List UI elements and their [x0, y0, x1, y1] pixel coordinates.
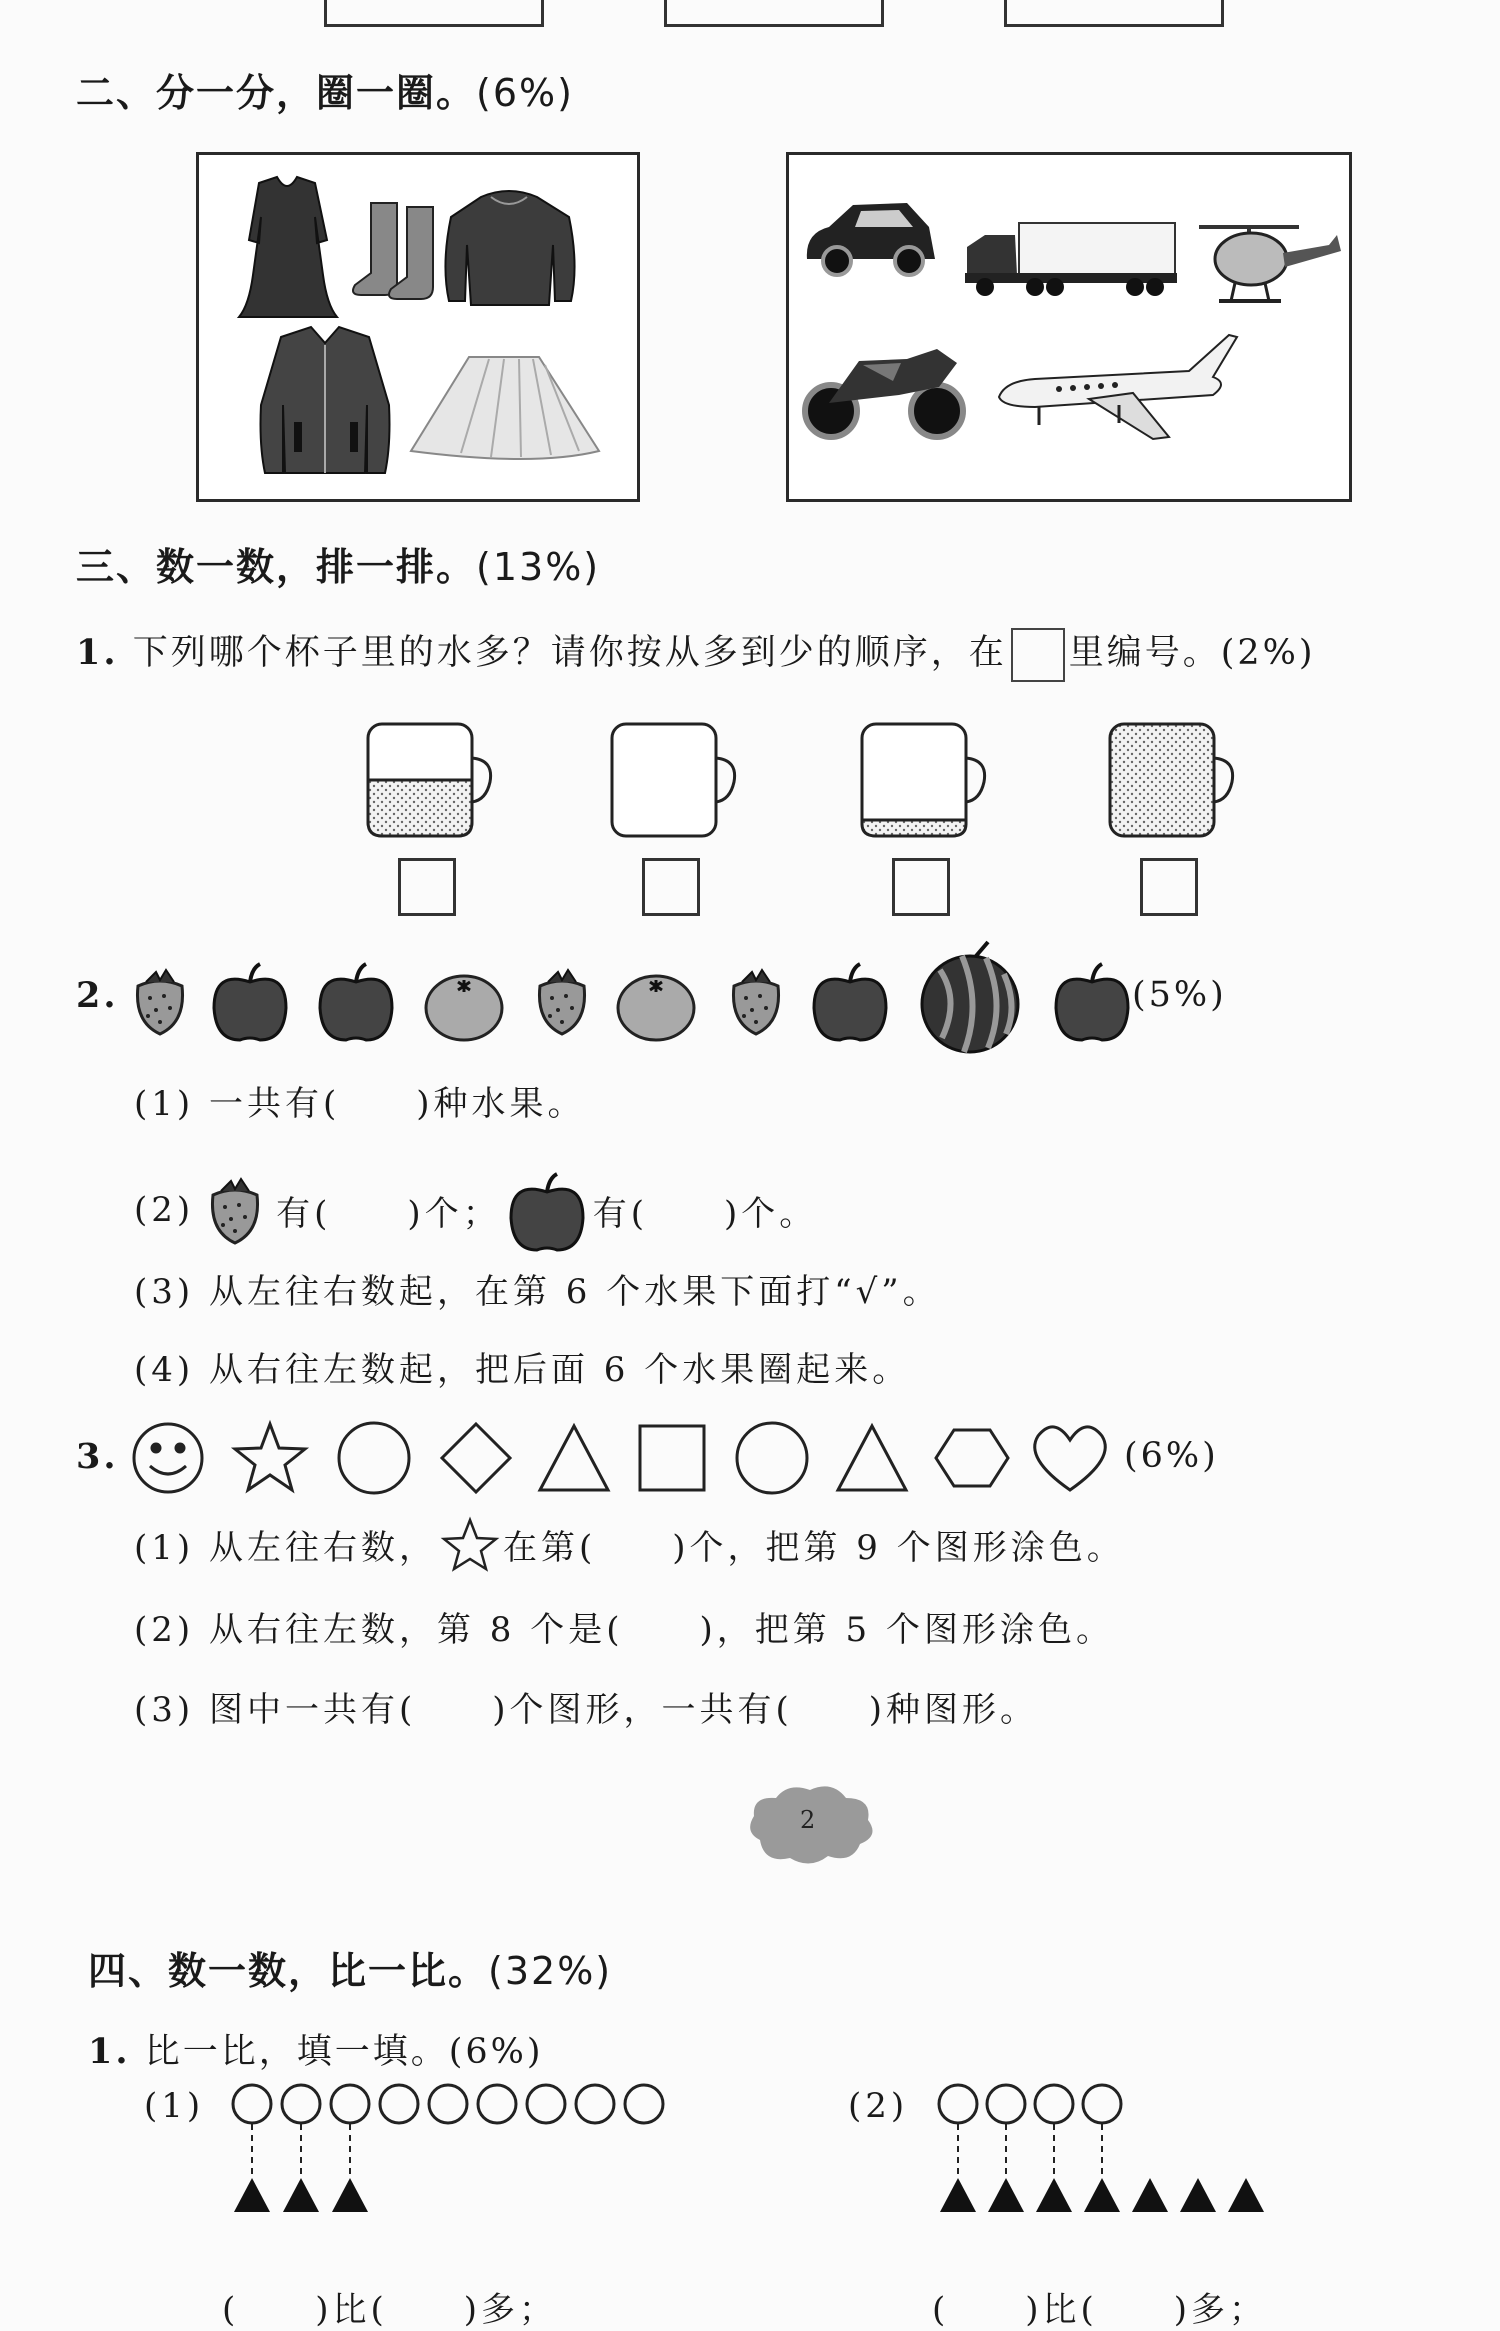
- top-answer-box: [664, 0, 884, 27]
- triangle-icon: [988, 2178, 1024, 2212]
- car-icon: [807, 203, 935, 275]
- circle-icon: [1083, 2085, 1121, 2123]
- sweater-icon: [445, 191, 574, 305]
- circle-icon: [331, 2085, 369, 2123]
- motorcycle-icon: [805, 349, 963, 437]
- square-icon: [640, 1426, 704, 1490]
- fruits-row: [128, 944, 1148, 1054]
- compare-1: [228, 2082, 668, 2222]
- circle-icon: [939, 2085, 977, 2123]
- cup-empty: [612, 724, 735, 836]
- clothes-illustration: [199, 155, 637, 499]
- circle-icon: [429, 2085, 467, 2123]
- strawberry-icon: [539, 970, 584, 1034]
- s3-q3-pct: (6%): [1124, 1436, 1219, 1476]
- truck-icon: [965, 223, 1177, 296]
- s3-q2-s1: (1) 一共有( )种水果。: [134, 1084, 586, 1124]
- circle-icon: [339, 1423, 409, 1493]
- jacket-icon: [261, 327, 390, 473]
- s3-q2-num: 2.: [76, 975, 119, 1016]
- strawberry-icon: [137, 970, 182, 1034]
- circle-icon: [1035, 2085, 1073, 2123]
- circle-icon: [380, 2085, 418, 2123]
- airplane-icon: [999, 335, 1237, 439]
- cup-little: [862, 724, 985, 836]
- watermelon-icon: [922, 942, 1018, 1052]
- vehicles-illustration: [789, 155, 1349, 499]
- triangle-icon: [283, 2178, 319, 2212]
- heart-icon: [1035, 1427, 1106, 1490]
- circle-icon: [987, 2085, 1025, 2123]
- s4-p1-label: (1): [144, 2086, 205, 2126]
- triangle-icon: [1084, 2178, 1120, 2212]
- strawberry-icon: [733, 970, 778, 1034]
- triangle-icon: [940, 2178, 976, 2212]
- dress-icon: [239, 177, 337, 317]
- s4-p2-label: (2): [848, 2086, 909, 2126]
- cup-full: [1110, 724, 1233, 836]
- star-icon: [441, 1516, 499, 1572]
- s3-q2-pct: (5%): [1132, 975, 1227, 1015]
- shapes-row: [128, 1408, 1138, 1508]
- triangle-icon: [332, 2178, 368, 2212]
- circle-icon: [527, 2085, 565, 2123]
- cup-answer-box-1[interactable]: [398, 858, 456, 916]
- clothes-frame: [196, 152, 640, 502]
- circle-icon: [737, 1423, 807, 1493]
- triangle-icon: [1180, 2178, 1216, 2212]
- triangle-icon: [838, 1426, 906, 1490]
- circle-icon: [478, 2085, 516, 2123]
- apple-icon: [814, 964, 886, 1040]
- orange-icon: [618, 976, 694, 1040]
- s4-p2-answer: ( )比( )多；: [932, 2290, 1268, 2330]
- inline-answer-box: [1011, 628, 1065, 682]
- orange-icon: [426, 976, 502, 1040]
- cups-row: [360, 720, 1260, 850]
- diamond-icon: [442, 1424, 510, 1492]
- s3-q3-s3: (3) 图中一共有( )个图形，一共有( )种图形。: [134, 1690, 1039, 1730]
- top-answer-box: [324, 0, 544, 27]
- s3-q1: 1. 下列哪个杯子里的水多？请你按从多到少的顺序，在 里编号。(2%): [76, 625, 1316, 682]
- s3-q3-s2: (2) 从右往左数，第 8 个是( )，把第 5 个图形涂色。: [134, 1610, 1114, 1650]
- s4-p1-answer: ( )比( )多；: [222, 2290, 558, 2330]
- helicopter-icon: [1199, 227, 1341, 301]
- s3-q3-s1: (1) 从左往右数， 在第( )个，把第 9 个图形涂色。: [134, 1516, 1125, 1572]
- s3-q3-num: 3.: [76, 1436, 119, 1477]
- smiley-icon: [134, 1424, 202, 1492]
- cup-half: [368, 724, 491, 836]
- section3-title: 三、数一数，排一排。(13%): [76, 545, 601, 589]
- boots-icon: [353, 203, 433, 299]
- triangle-icon: [1132, 2178, 1168, 2212]
- circle-icon: [576, 2085, 614, 2123]
- section4-title: 四、数一数，比一比。(32%): [88, 1949, 613, 1993]
- cup-answer-box-2[interactable]: [642, 858, 700, 916]
- cup-answer-box-3[interactable]: [892, 858, 950, 916]
- apple-icon: [214, 964, 286, 1040]
- compare-2: [930, 2082, 1270, 2222]
- circle-icon: [233, 2085, 271, 2123]
- triangle-icon: [1228, 2178, 1264, 2212]
- s3-q2-s4: (4) 从右往左数起，把后面 6 个水果圈起来。: [134, 1350, 911, 1390]
- page-number-badge: 2: [740, 1780, 880, 1870]
- triangle-icon: [1036, 2178, 1072, 2212]
- section2-title: 二、分一分，圈一圈。(6%): [76, 71, 574, 115]
- triangle-icon: [540, 1426, 608, 1490]
- cup-answer-box-4[interactable]: [1140, 858, 1198, 916]
- hexagon-icon: [936, 1430, 1008, 1486]
- skirt-icon: [411, 357, 599, 459]
- strawberry-icon: [200, 1175, 270, 1245]
- s3-q2-s2: (2) 有( )个； 有( )个。: [134, 1170, 817, 1250]
- apple-icon: [507, 1170, 587, 1250]
- triangle-icon: [234, 2178, 270, 2212]
- circle-icon: [282, 2085, 320, 2123]
- vehicles-frame: [786, 152, 1352, 502]
- apple-icon: [1056, 964, 1128, 1040]
- s3-q2-s3: (3) 从左往右数起，在第 6 个水果下面打“√”。: [134, 1272, 941, 1312]
- star-icon: [235, 1424, 305, 1490]
- apple-icon: [320, 964, 392, 1040]
- top-answer-box: [1004, 0, 1224, 27]
- circle-icon: [625, 2085, 663, 2123]
- s4-q1: 1. 比一比，填一填。(6%): [88, 2031, 544, 2072]
